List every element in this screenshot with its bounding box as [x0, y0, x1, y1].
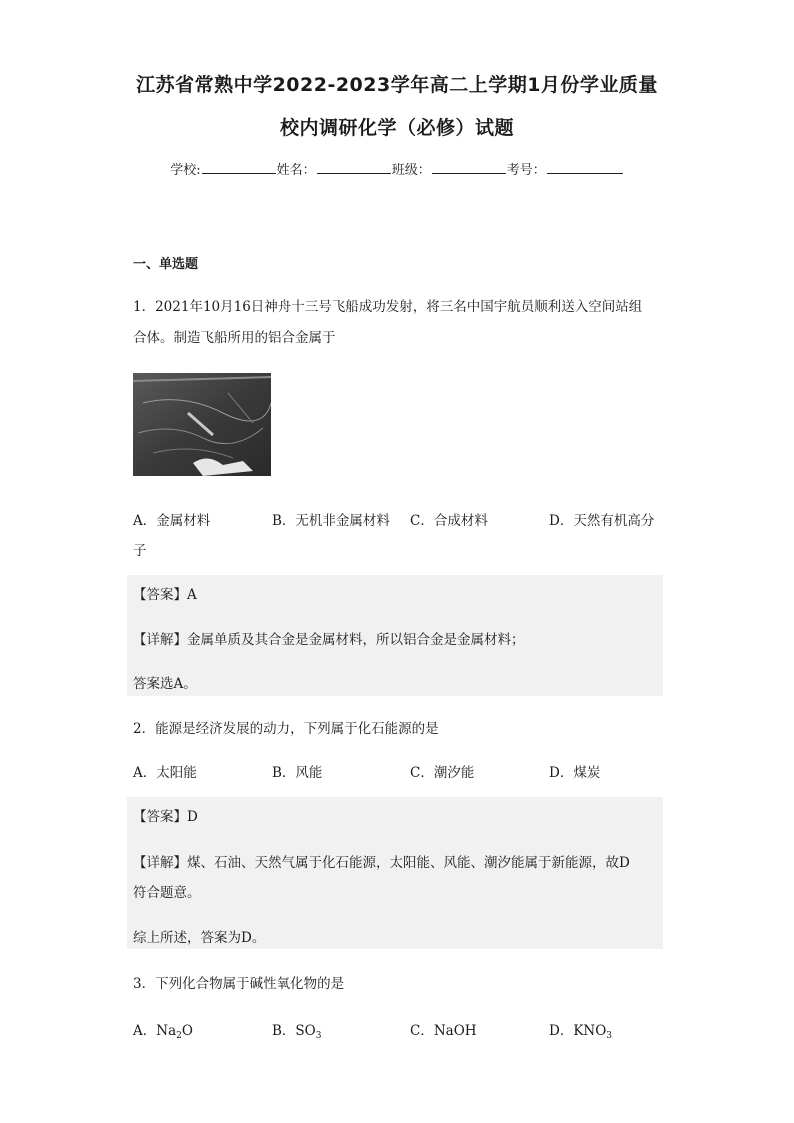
class-label: 班级： — [391, 163, 431, 178]
student-info-row — [0, 159, 794, 178]
q3-option-b-subscript: 3 — [315, 1031, 322, 1041]
q1-option-d-wrap: 子 — [133, 543, 147, 559]
class-blank[interactable] — [432, 159, 506, 174]
q1-option-b[interactable]: B．无机非金属材料 — [272, 513, 390, 529]
q1-detail: 【详解】金属单质及其合金是金属材料，所以铝合金是金属材料； — [133, 632, 525, 648]
school-label: 学校: — [170, 163, 201, 178]
q3-option-a-subscript: 2 — [176, 1031, 182, 1041]
q1-conclusion: 答案选A。 — [133, 676, 197, 692]
q3-option-d-prefix: D． — [549, 1023, 574, 1039]
aluminum-alloy-photo — [133, 373, 271, 476]
q3-option-c-formula: NaOH — [433, 1023, 477, 1039]
q2-option-d[interactable]: D．煤炭 — [549, 765, 601, 781]
q3-option-c[interactable] — [410, 1019, 477, 1041]
section-title: 一、单选题 — [133, 257, 199, 272]
exam-no-label: 考号： — [506, 163, 546, 178]
q3-option-a-formula-end: O — [181, 1023, 193, 1039]
q1-answer: 【答案】A — [133, 587, 197, 603]
name-blank[interactable] — [317, 159, 391, 174]
q3-option-c-prefix: C． — [410, 1023, 434, 1039]
q3-option-d[interactable] — [549, 1019, 612, 1041]
q3-option-a[interactable] — [133, 1019, 193, 1041]
q3-option-d-subscript: 3 — [606, 1031, 613, 1041]
q2-conclusion: 综上所述，答案为D。 — [133, 930, 266, 946]
q3-option-b-formula: SO — [295, 1023, 316, 1039]
exam-no-blank[interactable] — [547, 159, 623, 174]
exam-title-line2: 校内调研化学（必修）试题 — [279, 117, 514, 139]
q1-option-a[interactable]: A．金属材料 — [133, 513, 211, 529]
exam-title-line1: 江苏省常熟中学2022-2023学年高二上学期1月份学业质量 — [136, 74, 658, 96]
q1-option-c[interactable]: C．合成材料 — [410, 513, 488, 529]
q2-answer: 【答案】D — [133, 809, 198, 825]
q1-option-d[interactable]: D．天然有机高分 — [549, 513, 655, 529]
q2-option-b[interactable]: B．风能 — [272, 765, 323, 781]
q3-option-d-formula: KNO — [573, 1023, 607, 1039]
q2-detail-line2: 符合题意。 — [133, 885, 201, 901]
q1-stem-line1: 1．2021年10月16日神舟十三号飞船成功发射，将三名中国宇航员顺利送入空间站组 — [133, 299, 643, 315]
q1-stem-line2: 合体。制造飞船所用的铝合金属于 — [133, 330, 336, 346]
q3-option-a-prefix: A． — [133, 1023, 157, 1039]
q3-option-b[interactable] — [272, 1019, 321, 1041]
q2-detail-line1: 【详解】煤、石油、天然气属于化石能源，太阳能、风能、潮汐能属于新能源，故D — [133, 855, 630, 871]
school-blank[interactable] — [202, 159, 276, 174]
name-label: 姓名： — [276, 163, 316, 178]
q2-option-c[interactable]: C．潮汐能 — [410, 765, 475, 781]
q3-option-a-formula: Na — [156, 1023, 177, 1039]
q3-stem-line1: 3．下列化合物属于碱性氧化物的是 — [133, 976, 345, 992]
q3-option-b-prefix: B． — [272, 1023, 296, 1039]
q2-option-a[interactable]: A．太阳能 — [133, 765, 197, 781]
q2-stem-line1: 2．能源是经济发展的动力，下列属于化石能源的是 — [133, 721, 439, 737]
